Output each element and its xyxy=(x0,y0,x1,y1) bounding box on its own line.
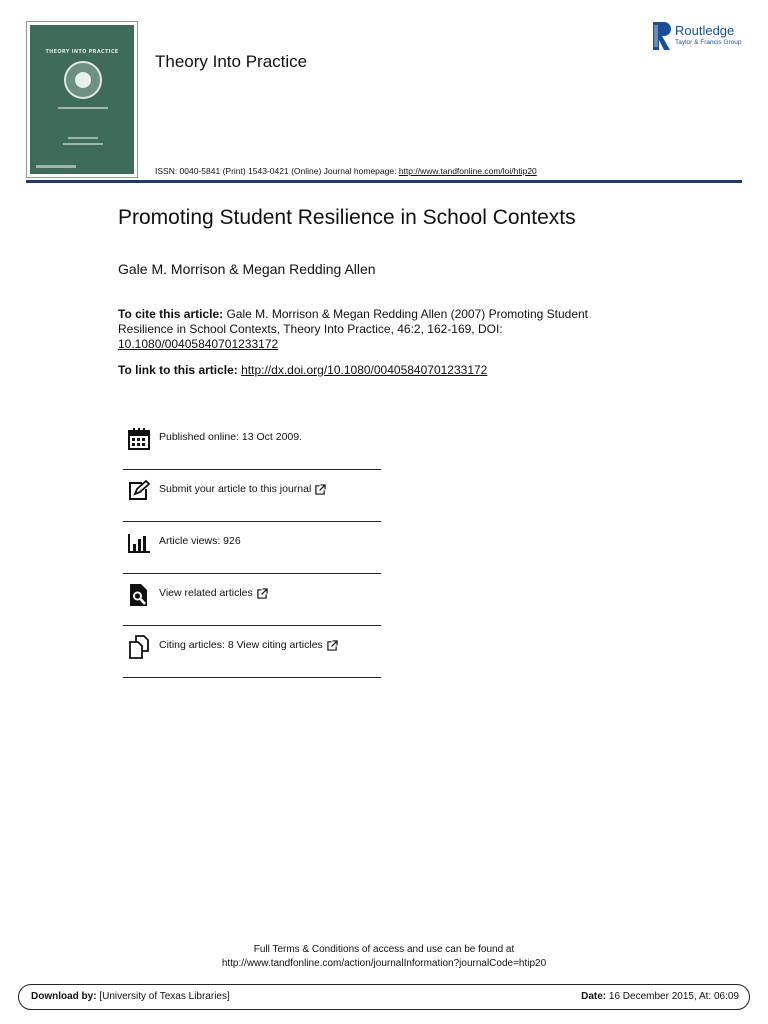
cover-divider xyxy=(63,143,103,145)
terms-notice xyxy=(0,943,768,971)
cite-text: Gale M. Morrison & Megan Redding Allen (2007) Promoting Student Resilience in School Contexts, Theory Into Practice, 46:2, 162-169, DOI: xyxy=(118,307,588,336)
download-info-bar xyxy=(18,984,750,1010)
external-link-icon xyxy=(257,588,268,599)
bar-chart-icon xyxy=(127,531,151,555)
document-search-icon xyxy=(127,583,151,607)
date-value: 16 December 2015, At: 06:09 xyxy=(606,991,739,1002)
citation-block xyxy=(118,307,588,352)
cover-title: THEORY INTO PRACTICE xyxy=(45,49,119,55)
issn-line xyxy=(155,166,537,176)
submit-row[interactable] xyxy=(123,470,381,522)
cover-background xyxy=(30,25,134,174)
article-title: Promoting Student Resilience in School Contexts xyxy=(118,206,576,229)
calendar-icon xyxy=(127,427,151,451)
article-views: Article views: 926 xyxy=(159,535,241,547)
published-row xyxy=(123,418,381,470)
journal-homepage-link[interactable]: http://www.tandfonline.com/loi/htip20 xyxy=(398,166,537,176)
related-row[interactable] xyxy=(123,574,381,626)
terms-line-1: Full Terms & Conditions of access and use can be found at xyxy=(253,944,515,955)
terms-url[interactable]: http://www.tandfonline.com/action/journalInformation?journalCode=htip20 xyxy=(221,958,547,969)
citing-row[interactable] xyxy=(123,626,381,678)
journal-title: Theory Into Practice xyxy=(155,52,308,71)
article-link-line xyxy=(118,363,487,377)
publisher-group: Taylor & Francis Group xyxy=(675,39,742,46)
article-doi-link[interactable]: http://dx.doi.org/10.1080/00405840701233172 xyxy=(241,363,488,377)
article-authors: Gale M. Morrison & Megan Redding Allen xyxy=(118,261,376,277)
download-date xyxy=(581,991,739,1002)
download-label: Download by: xyxy=(31,991,97,1002)
download-value: [University of Texas Libraries] xyxy=(96,991,230,1002)
edit-icon xyxy=(127,479,151,503)
citing-articles-link[interactable]: Citing articles: 8 View citing articles xyxy=(159,639,338,651)
view-related-link[interactable]: View related articles xyxy=(159,587,268,599)
issn-text: ISSN: 0040-5841 (Print) 1543-0421 (Online) Journal homepage: xyxy=(155,166,399,176)
cover-seal-icon xyxy=(64,61,102,99)
views-row xyxy=(123,522,381,574)
link-label: To link to this article: xyxy=(118,363,242,377)
date-label: Date: xyxy=(581,991,607,1002)
copy-documents-icon xyxy=(127,635,151,659)
external-link-icon xyxy=(327,640,338,651)
cover-divider xyxy=(68,137,98,139)
cover-footer-mark xyxy=(36,165,76,168)
submit-article-link[interactable]: Submit your article to this journal xyxy=(159,483,326,495)
published-date: Published online: 13 Oct 2009. xyxy=(159,431,303,443)
journal-cover-image xyxy=(26,21,138,178)
cite-doi-link[interactable]: 10.1080/00405840701233172 xyxy=(118,337,279,351)
download-by xyxy=(31,991,230,1002)
cite-label: To cite this article: xyxy=(118,307,224,321)
article-info-list xyxy=(123,418,381,678)
external-link-icon xyxy=(315,484,326,495)
routledge-r-icon xyxy=(653,22,671,50)
cover-divider xyxy=(58,107,108,109)
publisher-name: Routledge xyxy=(675,23,735,38)
publisher-logo xyxy=(653,22,745,50)
header-divider xyxy=(26,180,742,183)
